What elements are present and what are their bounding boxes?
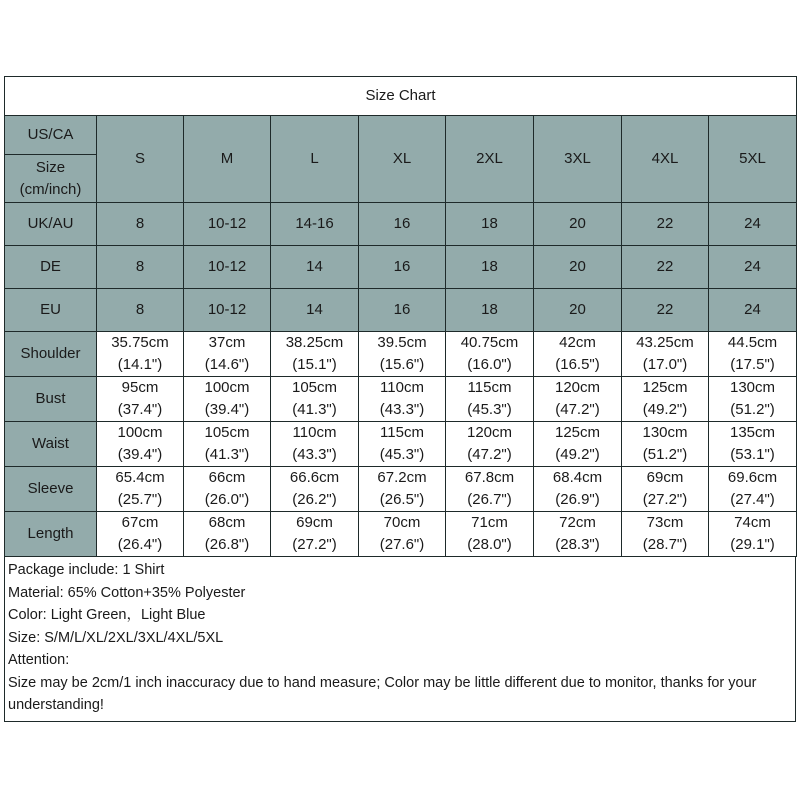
cm-value: 68cm (208, 514, 246, 531)
inch-value: (45.3") (379, 446, 425, 463)
table-cell (534, 512, 622, 557)
cm-value: 70cm (383, 514, 421, 531)
table-cell: 18 (446, 289, 534, 332)
table-cell (97, 332, 184, 377)
cm-value: 68.4cm (552, 469, 603, 486)
inch-value: (15.6") (379, 356, 425, 373)
table-cell: 10-12 (184, 289, 271, 332)
inch-value: (17.5") (730, 356, 775, 373)
table-cell: 18 (446, 203, 534, 246)
row-label: Shoulder (5, 332, 97, 377)
table-cell (184, 422, 271, 467)
cm-value: 100cm (117, 424, 163, 441)
cm-value: 105cm (291, 379, 338, 396)
table-cell: 22 (622, 246, 709, 289)
cm-value: 125cm (554, 424, 601, 441)
table-cell (446, 422, 534, 467)
table-cell (184, 377, 271, 422)
table-cell (534, 422, 622, 467)
size-header-m: M (184, 116, 271, 203)
table-cell (359, 512, 446, 557)
inch-value: (16.0") (467, 356, 512, 373)
unit-label: (cm/inch) (19, 180, 82, 198)
table-row (5, 422, 797, 467)
table-cell (622, 377, 709, 422)
cm-value: 66cm (208, 469, 246, 486)
material-note: Material: 65% Cotton+35% Polyester (8, 584, 246, 601)
inch-value: (37.4") (117, 401, 163, 418)
cm-value: 38.25cm (285, 334, 344, 351)
table-cell: 22 (622, 203, 709, 246)
cm-value: 35.75cm (111, 334, 169, 351)
cm-value: 105cm (204, 424, 250, 441)
row-label: Length (5, 512, 97, 557)
table-cell: 20 (534, 246, 622, 289)
inch-value: (43.3") (292, 446, 337, 463)
cm-value: 95cm (121, 379, 159, 396)
inch-value: (47.2") (467, 446, 512, 463)
cm-value: 120cm (554, 379, 601, 396)
cm-value: 110cm (380, 379, 424, 396)
cm-value: 67.8cm (464, 469, 515, 486)
table-row (5, 377, 797, 422)
size-header-4xl: 4XL (622, 116, 709, 203)
table-cell: 10-12 (184, 246, 271, 289)
cm-value: 69cm (296, 514, 333, 531)
table-row (5, 332, 797, 377)
table-cell (622, 422, 709, 467)
row-label: DE (5, 246, 97, 289)
table-cell: 18 (446, 246, 534, 289)
size-label: Size (35, 158, 66, 176)
inch-value: (39.4") (117, 446, 163, 463)
inch-value: (27.2") (292, 536, 337, 553)
table-cell (709, 332, 797, 377)
cm-value: 73cm (646, 514, 684, 531)
table-row (5, 289, 797, 332)
inch-value: (26.5") (379, 491, 425, 508)
size-header-3xl: 3XL (534, 116, 622, 203)
table-cell: 8 (97, 246, 184, 289)
table-cell (446, 332, 534, 377)
table-cell (184, 467, 271, 512)
cm-value: 44.5cm (727, 334, 778, 351)
inch-value: (49.2") (642, 401, 688, 418)
cm-value: 39.5cm (377, 334, 427, 351)
inch-value: (26.0") (204, 491, 250, 508)
cm-value: 125cm (642, 379, 688, 396)
inch-value: (27.4") (730, 491, 775, 508)
cm-value: 37cm (208, 334, 246, 351)
table-cell (359, 467, 446, 512)
cm-value: 67.2cm (377, 469, 427, 486)
inch-value: (16.5") (555, 356, 600, 373)
inch-value: (28.0") (467, 536, 512, 553)
cm-value: 69cm (646, 469, 684, 486)
row-label: Bust (5, 377, 97, 422)
table-cell (359, 332, 446, 377)
size-chart (4, 76, 796, 722)
inch-value: (26.8") (204, 536, 250, 553)
table-cell: 8 (97, 203, 184, 246)
inch-value: (14.6") (204, 356, 250, 373)
table-cell (359, 422, 446, 467)
table-cell: 14 (271, 246, 359, 289)
table-cell: 24 (709, 289, 797, 332)
cm-value: 115cm (380, 424, 424, 441)
table-cell: 24 (709, 203, 797, 246)
row-label: Sleeve (5, 467, 97, 512)
color-note: Color: Light Green，Light Blue (8, 607, 206, 623)
table-row (5, 467, 797, 512)
inch-value: (51.2") (730, 401, 775, 418)
cm-value: 135cm (729, 424, 776, 441)
table-cell (97, 512, 184, 557)
table-cell (271, 512, 359, 557)
size-header-l: L (271, 116, 359, 203)
cm-value: 74cm (734, 514, 771, 531)
table-cell: 14-16 (271, 203, 359, 246)
row-label: UK/AU (5, 203, 97, 246)
cm-value: 72cm (559, 514, 596, 531)
table-cell (184, 512, 271, 557)
table-cell (446, 467, 534, 512)
table-cell (271, 422, 359, 467)
size-header-5xl: 5XL (709, 116, 797, 203)
inch-value: (53.1") (730, 446, 775, 463)
size-note: Size: S/M/L/XL/2XL/3XL/4XL/5XL (8, 629, 224, 646)
inch-value: (49.2") (555, 446, 600, 463)
table-cell (271, 377, 359, 422)
inch-value: (14.1") (117, 356, 163, 373)
table-cell (184, 332, 271, 377)
package-note: Package include: 1 Shirt (8, 562, 165, 578)
inch-value: (29.1") (730, 536, 775, 553)
cm-value: 110cm (292, 424, 337, 441)
table-cell: 16 (359, 246, 446, 289)
size-table (4, 76, 797, 557)
table-cell (446, 377, 534, 422)
inch-value: (39.4") (204, 401, 250, 418)
attention-label: Attention: (8, 652, 70, 668)
cm-value: 43.25cm (636, 334, 694, 351)
inch-value: (28.3") (555, 536, 600, 553)
cm-value: 100cm (204, 379, 250, 396)
cm-value: 130cm (642, 424, 688, 441)
chart-title: Size Chart (5, 77, 797, 116)
table-cell (622, 332, 709, 377)
table-cell (709, 467, 797, 512)
cm-value: 67cm (121, 514, 159, 531)
inch-value: (17.0") (642, 356, 688, 373)
table-cell: 10-12 (184, 203, 271, 246)
disclaimer-note: Size may be 2cm/1 inch inaccuracy due to hand measure; Color may be little different due to monitor, thanks for your understanding! (8, 674, 757, 713)
inch-value: (25.7") (117, 491, 163, 508)
table-cell (271, 467, 359, 512)
inch-value: (43.3") (379, 401, 425, 418)
cm-value: 120cm (466, 424, 513, 441)
table-cell: 8 (97, 289, 184, 332)
cm-value: 115cm (467, 379, 512, 396)
table-cell (622, 512, 709, 557)
size-header-row (5, 116, 797, 203)
cm-value: 130cm (729, 379, 776, 396)
table-row (5, 203, 797, 246)
table-cell (97, 467, 184, 512)
inch-value: (45.3") (467, 401, 512, 418)
inch-value: (51.2") (642, 446, 688, 463)
table-cell: 22 (622, 289, 709, 332)
cm-value: 40.75cm (460, 334, 519, 351)
inch-value: (47.2") (555, 401, 600, 418)
inch-value: (27.2") (642, 491, 688, 508)
cm-value: 69.6cm (727, 469, 778, 486)
table-cell (97, 422, 184, 467)
table-cell (97, 377, 184, 422)
table-cell (446, 512, 534, 557)
table-cell (622, 467, 709, 512)
row-label: EU (5, 289, 97, 332)
inch-value: (27.6") (379, 536, 425, 553)
row-label: Waist (5, 422, 97, 467)
inch-value: (26.7") (467, 491, 512, 508)
inch-value: (41.3") (204, 446, 250, 463)
cm-value: 71cm (471, 514, 508, 531)
table-cell (709, 512, 797, 557)
table-cell: 16 (359, 289, 446, 332)
table-cell: 24 (709, 246, 797, 289)
size-header-s: S (97, 116, 184, 203)
table-cell: 20 (534, 289, 622, 332)
table-cell (534, 332, 622, 377)
table-cell: 20 (534, 203, 622, 246)
inch-value: (28.7") (642, 536, 688, 553)
table-cell (534, 377, 622, 422)
us-ca-label: US/CA (5, 116, 96, 155)
inch-value: (26.9") (555, 491, 600, 508)
cm-value: 42cm (559, 334, 596, 351)
table-row (5, 246, 797, 289)
cm-value: 65.4cm (115, 469, 165, 486)
product-notes (4, 557, 796, 722)
size-header-2xl: 2XL (446, 116, 534, 203)
size-header-xl: XL (359, 116, 446, 203)
table-cell (271, 332, 359, 377)
table-cell: 16 (359, 203, 446, 246)
cm-value: 66.6cm (289, 469, 340, 486)
header-label-cell (5, 116, 97, 203)
table-cell (709, 377, 797, 422)
table-cell (709, 422, 797, 467)
table-row (5, 512, 797, 557)
inch-value: (26.2") (292, 491, 337, 508)
table-cell (534, 467, 622, 512)
table-cell: 14 (271, 289, 359, 332)
table-cell (359, 377, 446, 422)
inch-value: (26.4") (117, 536, 163, 553)
inch-value: (15.1") (292, 356, 337, 373)
inch-value: (41.3") (292, 401, 337, 418)
